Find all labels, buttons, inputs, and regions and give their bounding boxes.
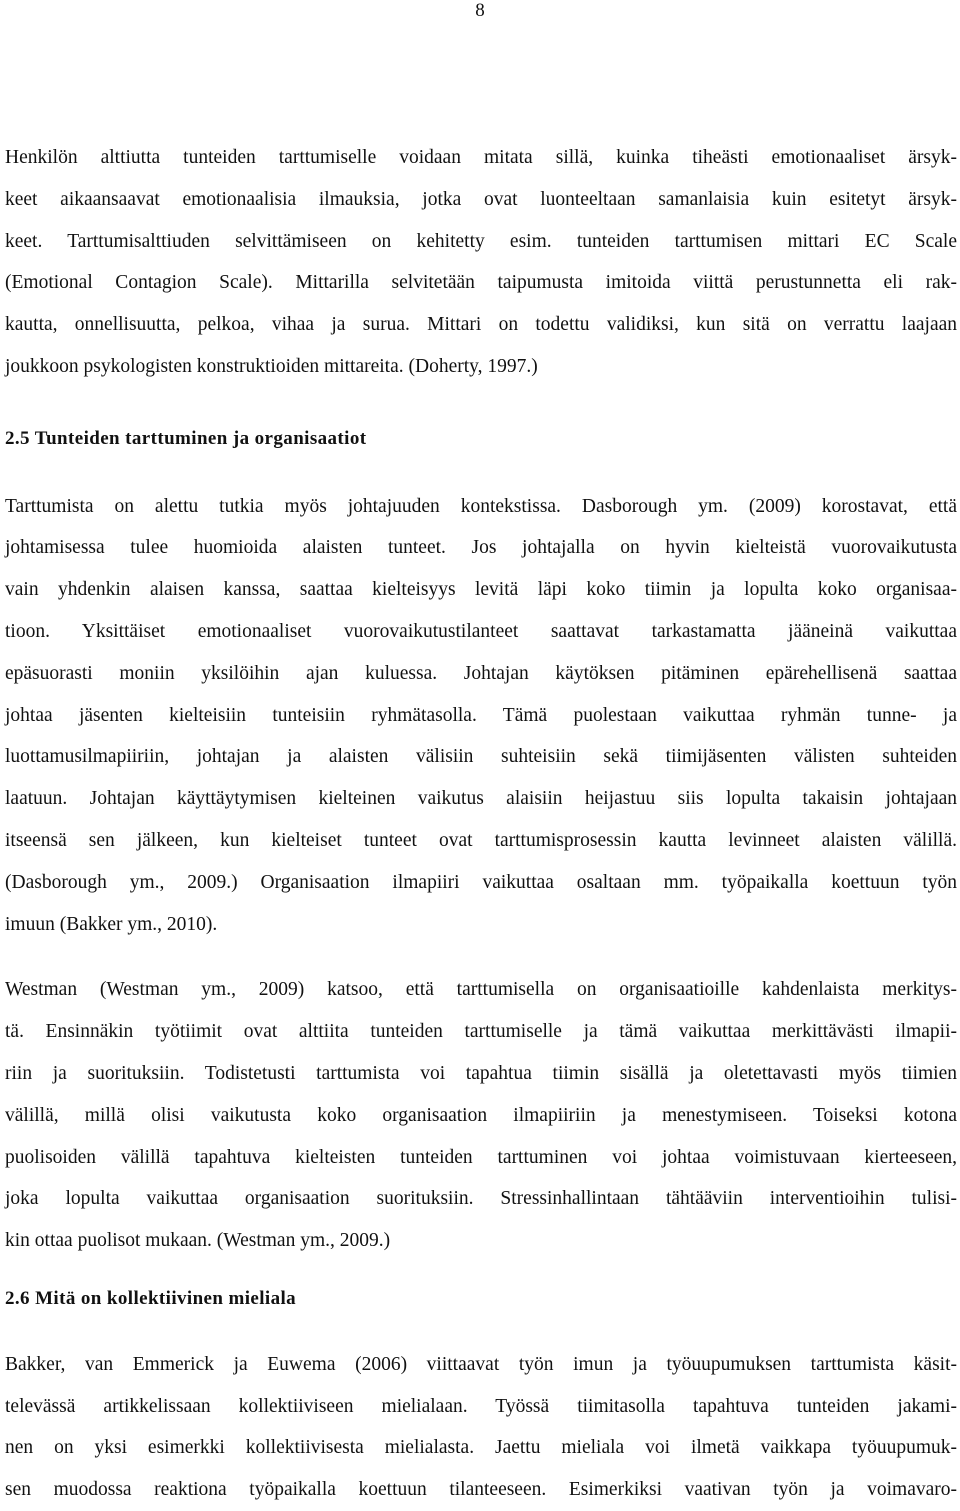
paragraph-line: joukkoon psykologisten konstruktioiden mittareita. (Doherty, 1997.) [5,355,538,377]
paragraph-line: johtamisessa tulee huomioida alaisten tunteet. Jos johtajalla on hyvin kielteistä vuorovaikutusta [5,537,957,559]
section-heading-2-5: 2.5 Tunteiden tarttuminen ja organisaatiot [5,427,367,449]
section-heading-2-6: 2.6 Mitä on kollektiivinen mieliala [5,1287,297,1309]
document-body [5,137,957,1511]
paragraph-line: laatuun. Johtajan käyttäytymisen kielteinen vaikutus alaisiin heijastuu siis lopulta takaisin johtajaan [5,788,957,810]
page-number: 8 [475,0,485,21]
paragraph-line: tä. Ensinnäkin työtiimit ovat alttiita tunteiden tarttumiselle ja tämä vaikuttaa merkittävästi ilmapii- [5,1021,957,1043]
paragraph-line: joka lopulta vaikuttaa organisaation suorituksiin. Stressinhallintaan tähtääviin interventioihin tulisi- [5,1188,957,1210]
paragraph-line: luottamusilmapiiriin, johtajan ja alaisten välisiin suhteisiin sekä tiimijäsenten välisten suhteiden [5,746,957,768]
paragraph-line: (Dasborough ym., 2009.) Organisaation ilmapiiri vaikuttaa osaltaan mm. työpaikalla koettuun työn [5,871,957,893]
paragraph-line: tioon. Yksittäiset emotionaaliset vuorovaikutustilanteet saattavat tarkastamatta jääneinä vaikuttaa [5,620,957,642]
paragraph-line: johtaa jäsenten kielteisiin tunteisiin ryhmätasolla. Tämä puolestaan vaikuttaa ryhmän tunne- ja [5,704,957,726]
paragraph-line: kin ottaa puolisot mukaan. (Westman ym., 2009.) [5,1230,391,1252]
paragraph-line: Tarttumista on alettu tutkia myös johtajuuden kontekstissa. Dasborough ym. (2009) korostavat, että [5,495,957,517]
paragraph-collective-mood [5,1344,957,1511]
paragraph-line: Westman (Westman ym., 2009) katsoo, että tarttumisella on organisaatioille kahdenlaista merkitys- [5,979,957,1001]
paragraph-line: televässä artikkelissaan kollektiiviseen mielialaan. Työssä tiimitasolla tapahtuva tunteiden jakami- [5,1395,957,1417]
paragraph-line: sen muodossa reaktiona työpaikalla koettuun tilanteeseen. Esimerkiksi vaativan työn ja voimavaro- [5,1479,957,1501]
paragraph-line: itseensä sen jälkeen, kun kielteiset tunteet ovat tarttumisprosessin kautta levinneet alaisten välillä. [5,829,957,851]
paragraph-line: riin ja suorituksiin. Todistetusti tarttumista voi tapahtua tiimin sisällä ja oletettavasti myös tiimien [5,1062,957,1084]
paragraph-line: välillä, millä olisi vaikutusta koko organisaation ilmapiiriin ja menestymiseen. Toiseksi kotona [5,1104,957,1126]
paragraph-line: Henkilön alttiutta tunteiden tarttumiselle voidaan mitata sillä, kuinka tiheästi emotionaaliset ärsyk- [5,147,957,168]
paragraph-line: vain yhdenkin alaisen kanssa, saattaa kielteisyys levitä läpi koko tiimin ja lopulta koko organisaa- [5,579,957,601]
paragraph-line: Bakker, van Emmerick ja Euwema (2006) viittaavat työn imun ja työuupumuksen tarttumista käsit- [5,1353,957,1375]
paragraph-line: epäsuorasti moniin yksilöihin ajan kuluessa. Johtajan käytöksen pitäminen epärehellisenä saattaa [5,662,957,684]
paragraph-line: keet aikaansaavat emotionaalisia ilmauksia, jotka ovat luonteeltaan samanlaisia kuin esitetyt ärsyk- [5,188,957,210]
paragraph-line: keet. Tarttumisalttiuden selvittämiseen on kehitetty esim. tunteiden tarttumisen mittari EC Scale [5,230,957,252]
paragraph-leadership-context [5,486,957,946]
paragraph-line: imuun (Bakker ym., 2010). [5,913,218,935]
paragraph-emotional-contagion-scale [5,137,957,388]
paragraph-line: puolisoiden välillä tapahtuva kielteisten tunteiden tarttuminen voi johtaa voimistuvaan kierteeseen, [5,1146,957,1168]
paragraph-line: (Emotional Contagion Scale). Mittarilla selvitetään taipumusta imitoida viittä perustunnetta eli rak- [5,272,957,294]
paragraph-line: nen on yksi esimerkki kollektiivisesta mielialasta. Jaettu mieliala voi ilmetä vaikkapa työuupumuk- [5,1437,957,1459]
paragraph-organisational-significance [5,969,957,1262]
paragraph-line: kautta, onnellisuutta, pelkoa, vihaa ja surua. Mittari on todettu validiksi, kun sitä on verrattu laajaan [5,314,957,336]
